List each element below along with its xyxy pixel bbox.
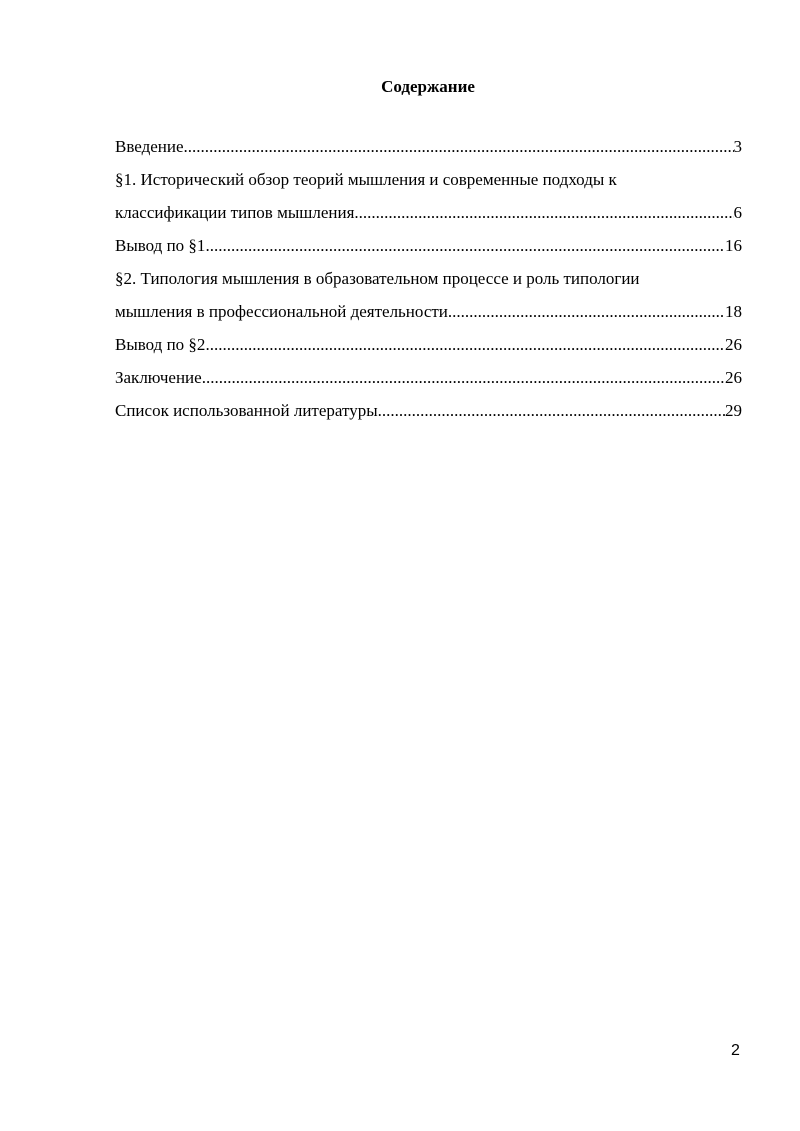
- toc-entry-introduction[interactable]: [115, 130, 742, 163]
- table-of-contents: [115, 130, 742, 427]
- toc-dot-leader: [202, 361, 725, 394]
- toc-entry-conclusion[interactable]: [115, 361, 742, 394]
- toc-entry-section-1[interactable]: [115, 163, 742, 229]
- toc-entry-section-2[interactable]: [115, 262, 742, 328]
- toc-entry-title: Вывод по §2: [115, 335, 206, 354]
- toc-dot-leader: [184, 130, 734, 163]
- toc-entry-title: Вывод по §1: [115, 236, 206, 255]
- toc-dot-leader: [378, 394, 725, 427]
- toc-dot-leader: [448, 295, 725, 328]
- toc-entry-title: Список использованной литературы: [115, 401, 378, 420]
- toc-entry-title: мышления в профессиональной деятельности: [115, 302, 448, 321]
- toc-page-number: 26: [725, 335, 742, 354]
- toc-entry-conclusion-section-1[interactable]: [115, 229, 742, 262]
- toc-dot-leader: [354, 196, 733, 229]
- toc-page-number: 6: [733, 203, 742, 222]
- toc-dot-leader: [205, 328, 725, 361]
- page-title: Содержание: [381, 77, 475, 96]
- toc-page-number: 18: [725, 302, 742, 321]
- toc-entry-title: Введение: [115, 137, 184, 156]
- toc-entry-conclusion-section-2[interactable]: [115, 328, 742, 361]
- toc-page-number: 29: [725, 401, 742, 420]
- toc-page-number: 3: [733, 137, 742, 156]
- toc-entry-title: классификации типов мышления: [115, 203, 355, 222]
- toc-entry-references[interactable]: [115, 394, 742, 427]
- toc-dot-leader: [205, 229, 725, 262]
- toc-page-number: 26: [725, 368, 742, 387]
- toc-entry-title-line: §2. Типология мышления в образовательном процессе и роль типологии: [115, 269, 640, 288]
- toc-page-number: 16: [725, 236, 742, 255]
- page-number: 2: [731, 1042, 740, 1059]
- toc-entry-title: Заключение: [115, 368, 202, 387]
- toc-entry-title-line: §1. Исторический обзор теорий мышления и современные подходы к: [115, 170, 617, 189]
